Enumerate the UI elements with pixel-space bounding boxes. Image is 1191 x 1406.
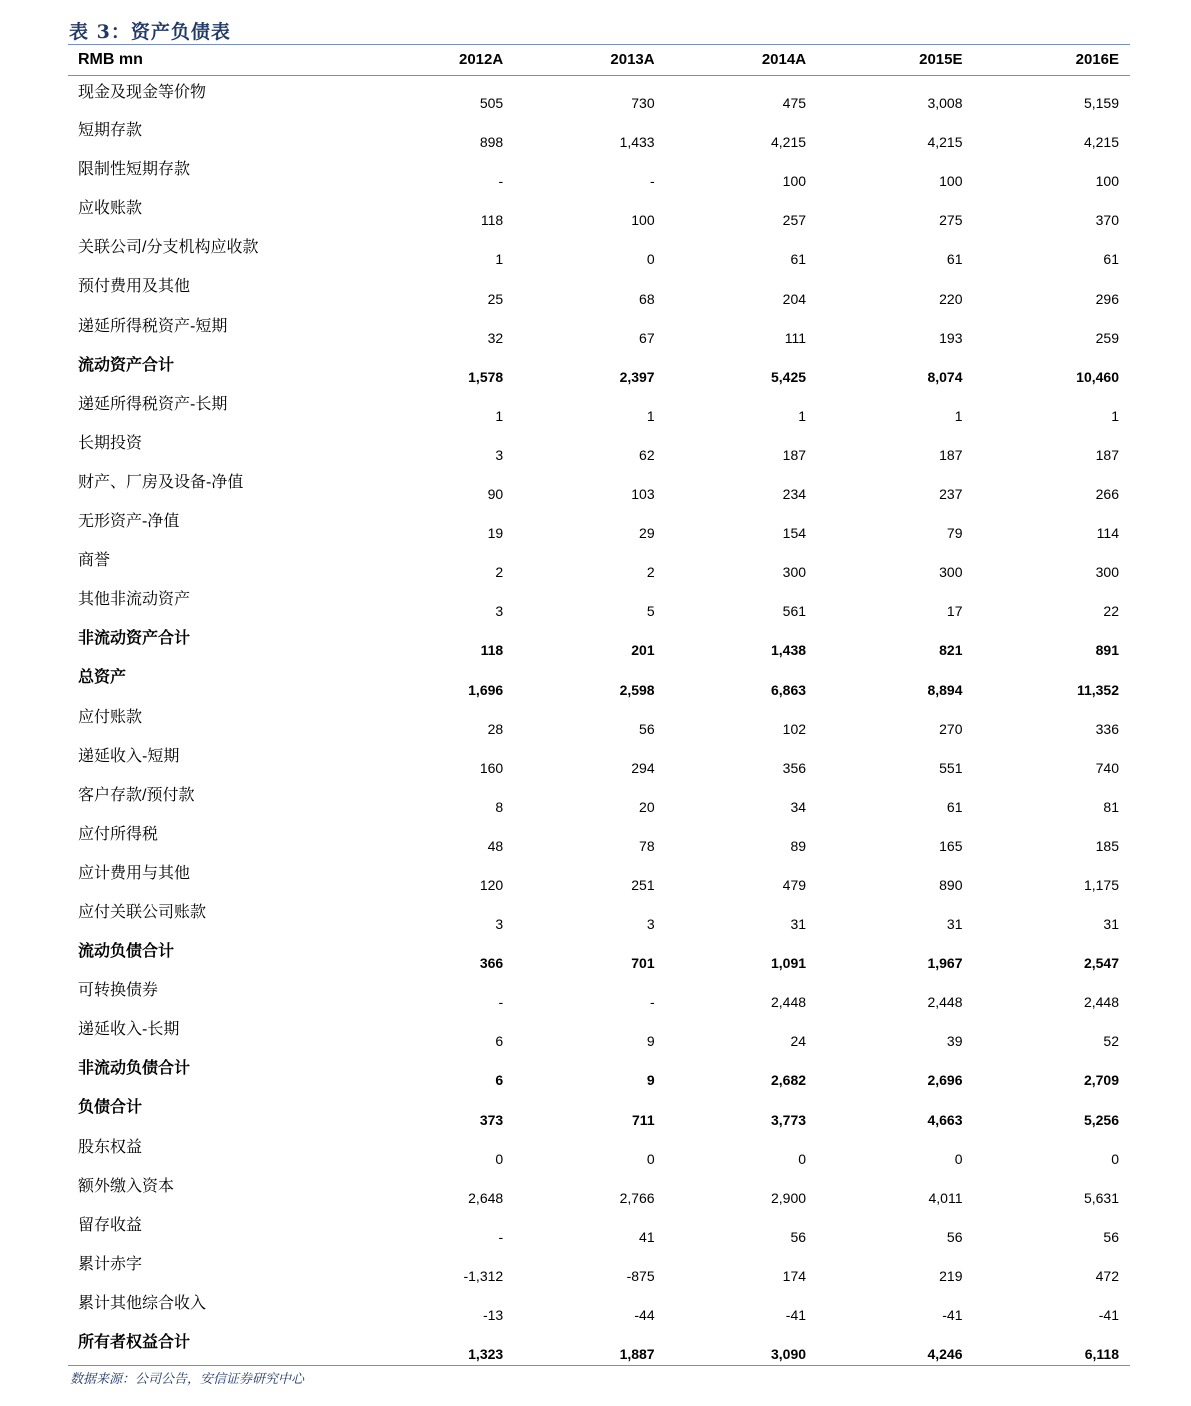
row-value: 11,352 xyxy=(1076,681,1119,698)
row-value: 5 xyxy=(646,603,655,620)
row-label: 应收账款 xyxy=(78,200,143,218)
row-value: 1,433 xyxy=(619,134,655,151)
row-value: 1 xyxy=(646,407,655,424)
row-value: 2,709 xyxy=(1083,1072,1119,1089)
row-value: 56 xyxy=(1103,1228,1119,1245)
row-value: 111 xyxy=(784,329,807,346)
row-value: 0 xyxy=(646,251,655,268)
row-label: 递延所得税资产-短期 xyxy=(78,317,228,335)
table-row xyxy=(68,310,1130,349)
table-row xyxy=(68,1013,1130,1052)
row-label: 现金及现金等价物 xyxy=(78,83,207,101)
row-value: -41 xyxy=(942,1307,963,1323)
row-value: 237 xyxy=(939,486,963,503)
row-label: 股东权益 xyxy=(78,1138,143,1156)
table-row xyxy=(68,818,1130,857)
table-row xyxy=(68,661,1130,700)
row-value: 2,547 xyxy=(1083,955,1119,972)
row-value: 0 xyxy=(646,1150,655,1167)
row-value: 561 xyxy=(782,603,807,620)
row-value: 81 xyxy=(1103,798,1119,815)
row-value: 61 xyxy=(1103,251,1119,268)
row-label: 递延所得税资产-长期 xyxy=(78,395,228,413)
row-label: 累计其他综合收入 xyxy=(78,1294,207,1312)
table-row xyxy=(68,974,1130,1013)
row-value: 472 xyxy=(1095,1267,1119,1284)
row-value: 19 xyxy=(487,525,504,542)
row-value: 174 xyxy=(782,1267,807,1284)
row-value: 193 xyxy=(939,329,963,346)
table-row xyxy=(68,427,1130,466)
table-row xyxy=(68,1209,1130,1248)
row-value: 821 xyxy=(939,642,963,659)
row-value: 187 xyxy=(782,446,807,463)
row-value: 5,425 xyxy=(770,368,807,385)
row-value: 5,631 xyxy=(1083,1189,1119,1206)
row-value: 79 xyxy=(946,525,963,542)
row-value: 187 xyxy=(939,446,963,463)
row-value: 114 xyxy=(1096,525,1119,542)
table-row xyxy=(68,1170,1130,1209)
row-value: 20 xyxy=(639,798,655,815)
row-value: 160 xyxy=(479,759,504,776)
row-value: 259 xyxy=(1095,329,1119,346)
header-unit-label: RMB mn xyxy=(68,45,452,75)
row-value: 4,246 xyxy=(927,1346,963,1363)
row-label: 额外缴入资本 xyxy=(78,1177,175,1195)
row-value: 10,460 xyxy=(1076,368,1119,385)
row-value: 366 xyxy=(479,955,504,972)
row-value: 8,894 xyxy=(927,681,963,698)
row-value: 2,448 xyxy=(770,994,807,1011)
row-value: 1,175 xyxy=(1083,876,1119,893)
row-value: 1,438 xyxy=(770,642,807,659)
row-value: 103 xyxy=(631,486,655,503)
row-value: 0 xyxy=(1111,1150,1119,1167)
row-value: 41 xyxy=(639,1228,655,1245)
row-value: 6 xyxy=(495,1033,504,1050)
row-value: 1 xyxy=(1111,407,1119,424)
row-value: 31 xyxy=(1103,916,1119,933)
row-value: 204 xyxy=(782,290,807,307)
row-value: -41 xyxy=(785,1307,807,1323)
row-value: 479 xyxy=(782,876,807,893)
row-value: 1 xyxy=(954,407,963,424)
row-value: 0 xyxy=(798,1150,807,1167)
table-row xyxy=(68,153,1130,192)
row-value: 234 xyxy=(782,486,807,503)
row-value: 32 xyxy=(487,329,504,346)
row-value: 3,773 xyxy=(770,1111,807,1128)
table-row xyxy=(68,622,1130,661)
table-row xyxy=(68,857,1130,896)
row-value: - xyxy=(498,1228,504,1245)
row-label: 财产、厂房及设备-净值 xyxy=(78,473,244,491)
row-label: 非流动资产合计 xyxy=(78,630,191,648)
row-value: 102 xyxy=(782,720,807,737)
row-value: 219 xyxy=(939,1267,963,1284)
row-value: 2,900 xyxy=(770,1189,807,1206)
row-value: 100 xyxy=(939,173,963,190)
row-label: 流动负债合计 xyxy=(78,943,175,961)
row-value: 2,682 xyxy=(770,1072,807,1089)
row-value: 165 xyxy=(939,837,963,854)
row-value: 24 xyxy=(790,1033,807,1050)
row-label: 递延收入-短期 xyxy=(78,747,180,765)
row-value: 100 xyxy=(631,212,655,229)
row-label: 递延收入-长期 xyxy=(78,1021,180,1039)
row-label: 客户存款/预付款 xyxy=(78,786,195,804)
row-value: 62 xyxy=(639,446,655,463)
table-row xyxy=(68,701,1130,740)
row-value: 56 xyxy=(639,720,655,737)
table-row xyxy=(68,1131,1130,1170)
row-value: 8,074 xyxy=(927,368,963,385)
row-value: 0 xyxy=(954,1150,963,1167)
row-value: 3,090 xyxy=(770,1346,807,1363)
table-row xyxy=(68,779,1130,818)
row-value: 90 xyxy=(487,486,504,503)
table-row xyxy=(68,388,1130,427)
row-value: 28 xyxy=(487,720,504,737)
row-value: 1 xyxy=(495,407,504,424)
row-value: 730 xyxy=(631,95,655,112)
row-value: 185 xyxy=(1095,837,1119,854)
row-value: 270 xyxy=(939,720,963,737)
row-value: 118 xyxy=(480,642,504,659)
row-value: -875 xyxy=(626,1267,655,1284)
table-row xyxy=(68,114,1130,153)
row-label: 总资产 xyxy=(78,669,127,687)
row-value: 3 xyxy=(646,916,655,933)
header-year: 2012A xyxy=(452,45,515,75)
row-label: 短期存款 xyxy=(78,122,143,140)
header-year: 2014A xyxy=(666,45,817,75)
table-row xyxy=(68,896,1130,935)
row-value: 2,696 xyxy=(927,1072,963,1089)
row-label: 无形资产-净值 xyxy=(78,513,180,531)
row-value: 201 xyxy=(631,642,655,659)
row-value: 2 xyxy=(495,564,504,581)
table-row xyxy=(68,583,1130,622)
row-label: 应付所得税 xyxy=(78,825,159,843)
row-value: -13 xyxy=(482,1307,504,1323)
table-row xyxy=(68,1091,1130,1130)
header-year: 2016E xyxy=(974,45,1131,75)
row-label: 非流动负债合计 xyxy=(78,1060,191,1078)
row-value: - xyxy=(498,173,504,190)
row-value: 1,091 xyxy=(770,955,807,972)
row-value: -1,312 xyxy=(463,1267,504,1284)
row-value: 6,118 xyxy=(1084,1346,1119,1363)
row-value: 34 xyxy=(790,798,807,815)
table-row xyxy=(68,544,1130,583)
row-value: 2,766 xyxy=(619,1189,655,1206)
row-value: 4,215 xyxy=(1083,134,1119,151)
row-value: 275 xyxy=(939,212,963,229)
row-value: 22 xyxy=(1103,603,1119,620)
row-value: 154 xyxy=(782,525,807,542)
row-value: 220 xyxy=(939,290,963,307)
row-label: 预付费用及其他 xyxy=(78,278,191,296)
row-label: 商誉 xyxy=(78,552,111,570)
row-value: 68 xyxy=(639,290,655,307)
row-value: 2 xyxy=(646,564,655,581)
row-value: 701 xyxy=(631,955,655,972)
row-value: 29 xyxy=(639,525,655,542)
row-label: 应计费用与其他 xyxy=(78,864,191,882)
row-value: 118 xyxy=(480,212,504,229)
row-value: 31 xyxy=(946,916,963,933)
row-value: 2,648 xyxy=(468,1189,504,1206)
table-row xyxy=(68,75,1130,114)
row-value: 4,663 xyxy=(927,1111,963,1128)
row-value: 78 xyxy=(639,837,655,854)
row-value: 1 xyxy=(495,251,504,268)
row-value: 187 xyxy=(1095,446,1119,463)
row-value: 373 xyxy=(479,1111,504,1128)
row-value: -41 xyxy=(1098,1307,1119,1323)
row-value: 17 xyxy=(946,603,963,620)
row-value: 257 xyxy=(782,212,807,229)
table-row xyxy=(68,1287,1130,1326)
row-value: 890 xyxy=(939,876,963,893)
row-label: 应付关联公司账款 xyxy=(78,903,207,921)
row-value: 67 xyxy=(639,329,655,346)
row-value: -44 xyxy=(634,1307,655,1323)
row-value: 356 xyxy=(782,759,807,776)
row-value: 1,887 xyxy=(619,1346,655,1363)
row-value: 4,215 xyxy=(927,134,963,151)
row-value: 5,256 xyxy=(1083,1111,1119,1128)
row-value: 52 xyxy=(1103,1033,1119,1050)
row-value: 0 xyxy=(495,1150,504,1167)
table-row xyxy=(68,466,1130,505)
row-value: 2,448 xyxy=(927,994,963,1011)
row-value: 740 xyxy=(1095,759,1119,776)
row-label: 累计赤字 xyxy=(78,1255,143,1273)
row-value: 61 xyxy=(790,251,807,268)
row-value: 48 xyxy=(487,837,504,854)
row-value: 711 xyxy=(632,1111,655,1128)
row-value: 898 xyxy=(479,134,504,151)
table-row xyxy=(68,1052,1130,1091)
row-value: 8 xyxy=(495,798,504,815)
row-label: 留存收益 xyxy=(78,1216,143,1234)
row-value: 551 xyxy=(939,759,963,776)
row-value: 251 xyxy=(631,876,655,893)
table-title: 表 3：资产负债表 xyxy=(69,21,231,43)
row-value: 3 xyxy=(495,916,504,933)
table-row xyxy=(68,192,1130,231)
row-value: 9 xyxy=(646,1033,655,1050)
row-value: 296 xyxy=(1095,290,1119,307)
row-value: - xyxy=(649,994,655,1011)
row-value: 4,215 xyxy=(770,134,807,151)
row-value: 56 xyxy=(790,1228,807,1245)
table-header-row xyxy=(68,45,1130,75)
table-row xyxy=(68,505,1130,544)
row-value: 31 xyxy=(790,916,807,933)
row-value: 6 xyxy=(495,1072,504,1089)
row-value: 5,159 xyxy=(1083,95,1119,112)
row-value: 39 xyxy=(946,1033,963,1050)
row-value: 475 xyxy=(782,95,807,112)
table-body xyxy=(68,75,1130,1365)
row-value: 1,578 xyxy=(468,368,504,385)
row-label: 长期投资 xyxy=(78,434,143,452)
header-year: 2013A xyxy=(514,45,665,75)
row-value: 3,008 xyxy=(927,95,963,112)
table-row xyxy=(68,1326,1130,1365)
row-value: 300 xyxy=(782,564,807,581)
row-value: 2,397 xyxy=(619,368,655,385)
row-value: 300 xyxy=(1095,564,1119,581)
table-row xyxy=(68,740,1130,779)
row-value: 3 xyxy=(495,446,504,463)
row-label: 流动资产合计 xyxy=(78,356,175,374)
row-label: 其他非流动资产 xyxy=(78,591,191,609)
row-value: 370 xyxy=(1095,212,1119,229)
row-label: 关联公司/分支机构应收款 xyxy=(78,239,259,257)
row-label: 负债合计 xyxy=(78,1099,143,1117)
row-value: 9 xyxy=(646,1072,655,1089)
row-value: 891 xyxy=(1095,642,1119,659)
row-label: 应付账款 xyxy=(78,708,143,726)
row-value: 56 xyxy=(946,1228,963,1245)
balance-sheet-table xyxy=(68,45,1130,1365)
row-value: 100 xyxy=(1095,173,1119,190)
row-value: 2,448 xyxy=(1083,994,1119,1011)
table-row xyxy=(68,1248,1130,1287)
table-row xyxy=(68,935,1130,974)
row-value: 4,011 xyxy=(928,1189,963,1206)
row-value: 61 xyxy=(946,798,963,815)
row-value: - xyxy=(498,994,504,1011)
row-value: 100 xyxy=(782,173,807,190)
row-value: 1,323 xyxy=(468,1346,504,1363)
row-label: 所有者权益合计 xyxy=(78,1334,191,1351)
table-row xyxy=(68,349,1130,388)
row-value: 1,967 xyxy=(927,955,963,972)
row-value: - xyxy=(649,173,655,190)
table-bottom-rule xyxy=(68,1365,1130,1366)
row-value: 61 xyxy=(946,251,963,268)
row-value: 25 xyxy=(487,290,504,307)
header-year: 2015E xyxy=(817,45,973,75)
row-value: 120 xyxy=(479,876,504,893)
data-source-note: 数据来源：公司公告，安信证券研究中心 xyxy=(70,1372,305,1387)
row-value: 1 xyxy=(798,407,807,424)
row-value: 3 xyxy=(495,603,504,620)
row-value: 2,598 xyxy=(619,681,655,698)
balance-sheet-table-wrapper xyxy=(68,44,1130,1366)
row-value: 6,863 xyxy=(770,681,807,698)
row-label: 限制性短期存款 xyxy=(78,161,191,179)
row-value: 300 xyxy=(939,564,963,581)
row-value: 1,696 xyxy=(468,681,504,698)
row-value: 505 xyxy=(479,95,504,112)
table-row xyxy=(68,270,1130,309)
row-value: 294 xyxy=(631,759,655,776)
row-label: 可转换债券 xyxy=(78,982,159,1000)
row-value: 336 xyxy=(1095,720,1119,737)
row-value: 89 xyxy=(790,837,807,854)
row-value: 266 xyxy=(1095,486,1119,503)
table-row xyxy=(68,231,1130,270)
